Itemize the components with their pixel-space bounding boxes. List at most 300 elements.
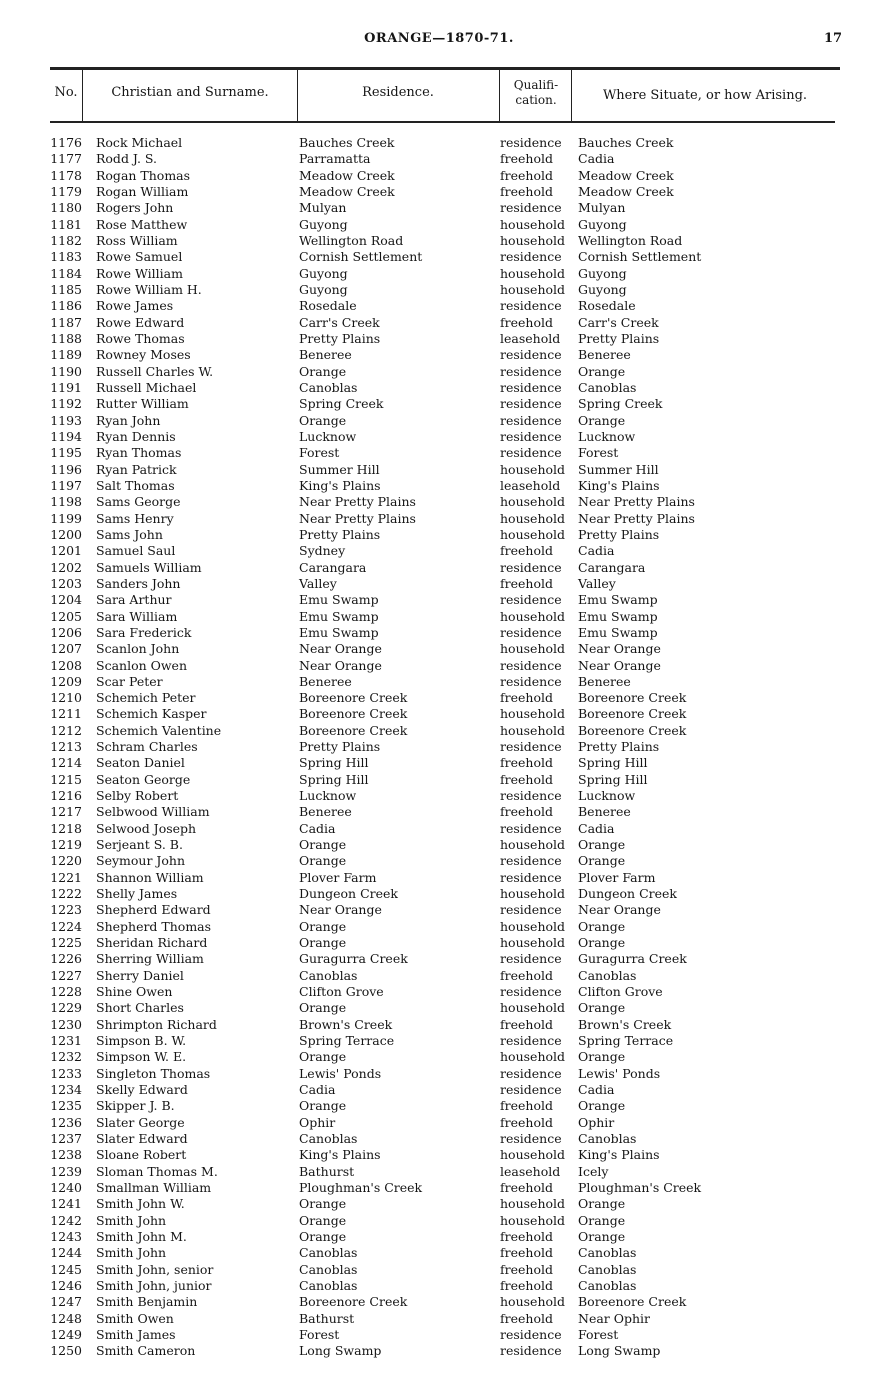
cell-number: 1180 <box>50 200 82 216</box>
cell-number: 1247 <box>50 1294 82 1310</box>
cell-name: Serjeant S. B. <box>96 837 183 853</box>
table-row <box>0 1000 878 1016</box>
cell-where-situate: Meadow Creek <box>578 167 674 183</box>
cell-where-situate: Orange <box>578 363 626 379</box>
table-row <box>0 478 878 494</box>
cell-qualification: household <box>500 461 566 477</box>
cell-name: Ryan Thomas <box>96 445 182 461</box>
cell-qualification: residence <box>500 1131 562 1147</box>
cell-residence: Beneree <box>299 804 352 820</box>
cell-qualification: leasehold <box>500 1163 561 1179</box>
cell-number: 1199 <box>50 510 82 526</box>
table-row <box>0 919 878 935</box>
cell-number: 1214 <box>50 755 82 771</box>
cell-where-situate: Summer Hill <box>578 461 659 477</box>
column-header-no: No. <box>54 85 78 100</box>
table-row <box>0 853 878 869</box>
table-row <box>0 902 878 918</box>
table-row <box>0 315 878 331</box>
cell-qualification: residence <box>500 445 562 461</box>
cell-qualification: household <box>500 1049 566 1065</box>
cell-residence: Orange <box>299 1196 347 1212</box>
table-row <box>0 135 878 151</box>
cell-number: 1237 <box>50 1131 82 1147</box>
cell-number: 1208 <box>50 657 82 673</box>
table-row <box>0 1017 878 1033</box>
cell-qualification: residence <box>500 984 562 1000</box>
cell-qualification: household <box>500 608 566 624</box>
cell-qualification: household <box>500 1196 566 1212</box>
cell-number: 1187 <box>50 314 82 330</box>
cell-number: 1245 <box>50 1261 82 1277</box>
cell-number: 1232 <box>50 1049 82 1065</box>
cell-number: 1228 <box>50 984 82 1000</box>
cell-qualification: residence <box>500 869 562 885</box>
cell-qualification: residence <box>500 820 562 836</box>
cell-residence: Emu Swamp <box>299 592 379 608</box>
table-row <box>0 1343 878 1359</box>
table-row <box>0 347 878 363</box>
cell-qualification: freehold <box>500 755 553 771</box>
cell-name: Seaton Daniel <box>96 755 185 771</box>
table-row <box>0 233 878 249</box>
cell-where-situate: Canoblas <box>578 967 637 983</box>
cell-where-situate: Pretty Plains <box>578 739 660 755</box>
cell-where-situate: Near Ophir <box>578 1310 651 1326</box>
cell-qualification: residence <box>500 1343 562 1359</box>
cell-where-situate: Near Pretty Plains <box>578 510 695 526</box>
table-row <box>0 739 878 755</box>
table-row <box>0 168 878 184</box>
cell-name: Rowe James <box>96 298 174 314</box>
cell-residence: Pretty Plains <box>299 526 381 542</box>
cell-name: Scar Peter <box>96 673 163 689</box>
table-row <box>0 1311 878 1327</box>
cell-name: Sloane Robert <box>96 1147 187 1163</box>
cell-qualification: residence <box>500 135 562 150</box>
cell-residence: Brown's Creek <box>299 1016 393 1032</box>
table-row <box>0 674 878 690</box>
cell-residence: Orange <box>299 853 347 869</box>
cell-residence: Meadow Creek <box>299 167 395 183</box>
cell-qualification: freehold <box>500 543 553 559</box>
cell-name: Salt Thomas <box>96 477 175 493</box>
cell-name: Sams John <box>96 526 163 542</box>
cell-number: 1183 <box>50 249 82 265</box>
cell-where-situate: Cadia <box>578 151 615 167</box>
cell-where-situate: Valley <box>578 575 616 591</box>
cell-qualification: residence <box>500 1065 562 1081</box>
cell-where-situate: Lucknow <box>578 788 636 804</box>
cell-name: Smith James <box>96 1326 176 1342</box>
cell-number: 1188 <box>50 330 82 346</box>
cell-residence: Canoblas <box>299 1245 358 1261</box>
cell-residence: Mulyan <box>299 200 347 216</box>
cell-name: Russell Charles W. <box>96 363 214 379</box>
cell-number: 1227 <box>50 967 82 983</box>
cell-qualification: leasehold <box>500 477 561 493</box>
table-row <box>0 511 878 527</box>
cell-qualification: residence <box>500 624 562 640</box>
cell-number: 1233 <box>50 1065 82 1081</box>
cell-name: Smith Cameron <box>96 1343 196 1359</box>
cell-number: 1219 <box>50 837 82 853</box>
table-row <box>0 429 878 445</box>
cell-residence: Spring Creek <box>299 396 384 412</box>
cell-name: Sherring William <box>96 951 204 967</box>
cell-name: Skelly Edward <box>96 1082 188 1098</box>
cell-residence: Plover Farm <box>299 869 377 885</box>
cell-number: 1179 <box>50 183 82 199</box>
table-row <box>0 1327 878 1343</box>
cell-number: 1189 <box>50 347 82 363</box>
cell-name: Smith John <box>96 1245 167 1261</box>
cell-where-situate: Boreenore Creek <box>578 722 687 738</box>
cell-number: 1250 <box>50 1343 82 1359</box>
cell-number: 1222 <box>50 886 82 902</box>
cell-residence: Canoblas <box>299 1277 358 1293</box>
cell-where-situate: Dungeon Creek <box>578 886 677 902</box>
cell-name: Schemich Peter <box>96 690 196 706</box>
table-row <box>0 1147 878 1163</box>
cell-qualification: freehold <box>500 183 553 199</box>
cell-residence: Ophir <box>299 1114 336 1130</box>
cell-qualification: freehold <box>500 1245 553 1261</box>
cell-name: Smith Owen <box>96 1310 174 1326</box>
cell-name: Sams Henry <box>96 510 174 526</box>
cell-where-situate: Guyong <box>578 281 627 297</box>
cell-number: 1246 <box>50 1277 82 1293</box>
page-number: 17 <box>824 31 843 46</box>
cell-qualification: freehold <box>500 1016 553 1032</box>
cell-name: Smith John W. <box>96 1196 185 1212</box>
cell-name: Sara Arthur <box>96 592 172 608</box>
cell-residence: Bathurst <box>299 1163 355 1179</box>
cell-number: 1216 <box>50 788 82 804</box>
cell-residence: Spring Hill <box>299 755 369 771</box>
cell-residence: Guragurra Creek <box>299 951 408 967</box>
cell-number: 1234 <box>50 1082 82 1098</box>
cell-name: Slater Edward <box>96 1131 188 1147</box>
cell-qualification: household <box>500 722 566 738</box>
cell-residence: Lucknow <box>299 428 357 444</box>
cell-where-situate: Beneree <box>578 673 631 689</box>
table-row <box>0 1098 878 1114</box>
cell-residence: Emu Swamp <box>299 624 379 640</box>
cell-residence: Canoblas <box>299 379 358 395</box>
cell-name: Sams George <box>96 494 181 510</box>
cell-residence: Wellington Road <box>299 232 404 248</box>
cell-where-situate: Ploughman's Creek <box>578 1180 702 1195</box>
table-row <box>0 217 878 233</box>
cell-where-situate: Canoblas <box>578 379 637 395</box>
cell-name: Rose Matthew <box>96 216 188 232</box>
cell-qualification: residence <box>500 1082 562 1098</box>
cell-number: 1206 <box>50 624 82 640</box>
cell-number: 1185 <box>50 281 82 297</box>
cell-name: Rutter William <box>96 396 189 412</box>
table-row <box>0 1033 878 1049</box>
cell-name: Rowe William H. <box>96 281 202 297</box>
cell-where-situate: Wellington Road <box>578 232 683 248</box>
cell-number: 1213 <box>50 739 82 755</box>
cell-where-situate: Orange <box>578 1196 626 1212</box>
cell-residence: Forest <box>299 445 340 461</box>
cell-name: Scanlon Owen <box>96 657 188 673</box>
cell-where-situate: Orange <box>578 1228 626 1244</box>
cell-qualification: freehold <box>500 804 553 820</box>
cell-name: Seymour John <box>96 853 186 869</box>
cell-where-situate: Emu Swamp <box>578 624 658 640</box>
table-row <box>0 1180 878 1196</box>
cell-name: Rodd J. S. <box>96 151 157 167</box>
table-row <box>0 968 878 984</box>
cell-name: Selbwood William <box>96 804 210 820</box>
table-row <box>0 1229 878 1245</box>
cell-qualification: residence <box>500 559 562 575</box>
cell-where-situate: Clifton Grove <box>578 984 663 1000</box>
cell-residence: Boreenore Creek <box>299 690 408 706</box>
cell-where-situate: Pretty Plains <box>578 330 660 346</box>
cell-number: 1201 <box>50 543 82 559</box>
cell-number: 1210 <box>50 690 82 706</box>
cell-qualification: residence <box>500 412 562 428</box>
cell-name: Rogan William <box>96 183 189 199</box>
cell-residence: King's Plains <box>299 477 381 493</box>
table-row <box>0 151 878 167</box>
cell-residence: Orange <box>299 1212 347 1228</box>
cell-name: Rock Michael <box>96 135 183 150</box>
cell-where-situate: Orange <box>578 1000 626 1016</box>
cell-name: Rowney Moses <box>96 347 191 363</box>
cell-where-situate: Canoblas <box>578 1277 637 1293</box>
cell-name: Rowe Edward <box>96 314 185 330</box>
page-title: ORANGE—1870-71. <box>364 31 514 46</box>
cell-where-situate: King's Plains <box>578 477 660 493</box>
cell-name: Sanders John <box>96 575 181 591</box>
cell-residence: Guyong <box>299 216 348 232</box>
cell-qualification: freehold <box>500 1180 553 1195</box>
cell-qualification: residence <box>500 788 562 804</box>
cell-name: Smith John <box>96 1212 167 1228</box>
cell-number: 1231 <box>50 1033 82 1049</box>
header-rule-bottom <box>50 121 835 123</box>
cell-residence: Valley <box>299 575 337 591</box>
cell-qualification: freehold <box>500 1098 553 1114</box>
cell-name: Shrimpton Richard <box>96 1016 217 1032</box>
cell-where-situate: Boreenore Creek <box>578 690 687 706</box>
cell-name: Smith Benjamin <box>96 1294 198 1310</box>
cell-qualification: residence <box>500 657 562 673</box>
cell-name: Schram Charles <box>96 739 198 755</box>
cell-qualification: residence <box>500 739 562 755</box>
cell-where-situate: Emu Swamp <box>578 608 658 624</box>
cell-qualification: residence <box>500 379 562 395</box>
table-row <box>0 788 878 804</box>
cell-number: 1195 <box>50 445 82 461</box>
cell-name: Samuels William <box>96 559 202 575</box>
cell-number: 1243 <box>50 1228 82 1244</box>
cell-qualification: residence <box>500 902 562 918</box>
cell-number: 1212 <box>50 722 82 738</box>
cell-name: Shannon William <box>96 869 204 885</box>
column-divider <box>499 70 500 122</box>
cell-name: Ryan Dennis <box>96 428 176 444</box>
cell-qualification: freehold <box>500 1261 553 1277</box>
cell-qualification: freehold <box>500 1114 553 1130</box>
cell-where-situate: Near Orange <box>578 657 661 673</box>
cell-name: Simpson W. E. <box>96 1049 187 1065</box>
cell-qualification: residence <box>500 592 562 608</box>
cell-where-situate: Beneree <box>578 804 631 820</box>
cell-residence: Cadia <box>299 1082 336 1098</box>
table-row <box>0 1245 878 1261</box>
cell-qualification: household <box>500 837 566 853</box>
cell-number: 1218 <box>50 820 82 836</box>
cell-number: 1249 <box>50 1326 82 1342</box>
cell-number: 1207 <box>50 641 82 657</box>
cell-residence: Dungeon Creek <box>299 886 398 902</box>
cell-name: Skipper J. B. <box>96 1098 175 1114</box>
cell-qualification: residence <box>500 249 562 265</box>
cell-residence: Orange <box>299 918 347 934</box>
cell-qualification: household <box>500 886 566 902</box>
cell-name: Shelly James <box>96 886 178 902</box>
cell-number: 1242 <box>50 1212 82 1228</box>
table-row <box>0 298 878 314</box>
cell-qualification: residence <box>500 428 562 444</box>
cell-where-situate: Meadow Creek <box>578 183 674 199</box>
table-row <box>0 706 878 722</box>
cell-number: 1176 <box>50 135 82 150</box>
cell-qualification: household <box>500 918 566 934</box>
cell-name: Smith John, junior <box>96 1277 212 1293</box>
cell-residence: Clifton Grove <box>299 984 384 1000</box>
cell-qualification: freehold <box>500 314 553 330</box>
table-row <box>0 1049 878 1065</box>
cell-where-situate: Orange <box>578 412 626 428</box>
cell-qualification: household <box>500 1000 566 1016</box>
cell-where-situate: Orange <box>578 853 626 869</box>
table-row <box>0 1131 878 1147</box>
cell-where-situate: Orange <box>578 1098 626 1114</box>
cell-qualification: residence <box>500 298 562 314</box>
cell-residence: Long Swamp <box>299 1343 382 1359</box>
cell-qualification: residence <box>500 1033 562 1049</box>
cell-where-situate: King's Plains <box>578 1147 660 1163</box>
table-row <box>0 380 878 396</box>
cell-qualification: household <box>500 526 566 542</box>
cell-number: 1204 <box>50 592 82 608</box>
cell-residence: Near Orange <box>299 902 382 918</box>
cell-number: 1194 <box>50 428 82 444</box>
table-row <box>0 543 878 559</box>
table-row <box>0 184 878 200</box>
table-row <box>0 413 878 429</box>
cell-residence: Near Pretty Plains <box>299 510 416 526</box>
cell-where-situate: Lucknow <box>578 428 636 444</box>
cell-number: 1184 <box>50 265 82 281</box>
cell-residence: Ploughman's Creek <box>299 1180 423 1195</box>
cell-qualification: household <box>500 216 566 232</box>
cell-residence: Pretty Plains <box>299 739 381 755</box>
cell-qualification: residence <box>500 363 562 379</box>
cell-name: Seaton George <box>96 771 191 787</box>
cell-where-situate: Emu Swamp <box>578 592 658 608</box>
table-row <box>0 494 878 510</box>
cell-number: 1196 <box>50 461 82 477</box>
cell-number: 1239 <box>50 1163 82 1179</box>
cell-qualification: household <box>500 510 566 526</box>
cell-residence: Summer Hill <box>299 461 380 477</box>
cell-residence: Boreenore Creek <box>299 1294 408 1310</box>
cell-name: Rogers John <box>96 200 174 216</box>
cell-qualification: household <box>500 935 566 951</box>
table-row <box>0 755 878 771</box>
cell-name: Shepherd Edward <box>96 902 211 918</box>
cell-qualification: residence <box>500 1326 562 1342</box>
cell-qualification: household <box>500 281 566 297</box>
cell-residence: Cadia <box>299 820 336 836</box>
cell-where-situate: Boreenore Creek <box>578 706 687 722</box>
cell-residence: Spring Hill <box>299 771 369 787</box>
cell-qualification: household <box>500 265 566 281</box>
cell-where-situate: Forest <box>578 1326 619 1342</box>
table-row <box>0 658 878 674</box>
cell-name: Rogan Thomas <box>96 167 191 183</box>
cell-residence: Orange <box>299 1049 347 1065</box>
cell-where-situate: Brown's Creek <box>578 1016 672 1032</box>
cell-where-situate: Canoblas <box>578 1131 637 1147</box>
table-row <box>0 723 878 739</box>
cell-qualification: freehold <box>500 771 553 787</box>
cell-where-situate: Guyong <box>578 265 627 281</box>
cell-qualification: freehold <box>500 1228 553 1244</box>
cell-qualification: household <box>500 1212 566 1228</box>
cell-number: 1238 <box>50 1147 82 1163</box>
cell-qualification: residence <box>500 347 562 363</box>
cell-name: Sloman Thomas M. <box>96 1163 218 1179</box>
cell-number: 1203 <box>50 575 82 591</box>
cell-where-situate: Cornish Settlement <box>578 249 702 265</box>
cell-where-situate: Icely <box>578 1163 609 1179</box>
cell-name: Rowe Thomas <box>96 330 185 346</box>
table-row <box>0 837 878 853</box>
cell-number: 1236 <box>50 1114 82 1130</box>
cell-qualification: household <box>500 1147 566 1163</box>
cell-residence: Bathurst <box>299 1310 355 1326</box>
cell-residence: Boreenore Creek <box>299 706 408 722</box>
cell-residence: Beneree <box>299 347 352 363</box>
cell-number: 1235 <box>50 1098 82 1114</box>
cell-where-situate: Canoblas <box>578 1245 637 1261</box>
table-row <box>0 951 878 967</box>
cell-number: 1220 <box>50 853 82 869</box>
cell-where-situate: Orange <box>578 918 626 934</box>
table-row <box>0 1262 878 1278</box>
cell-number: 1221 <box>50 869 82 885</box>
cell-where-situate: Orange <box>578 1212 626 1228</box>
table-row <box>0 1066 878 1082</box>
table-row <box>0 249 878 265</box>
cell-number: 1186 <box>50 298 82 314</box>
cell-name: Selwood Joseph <box>96 820 197 836</box>
cell-residence: Carangara <box>299 559 367 575</box>
cell-qualification: freehold <box>500 1310 553 1326</box>
cell-name: Russell Michael <box>96 379 197 395</box>
cell-residence: Sydney <box>299 543 346 559</box>
cell-residence: Canoblas <box>299 967 358 983</box>
